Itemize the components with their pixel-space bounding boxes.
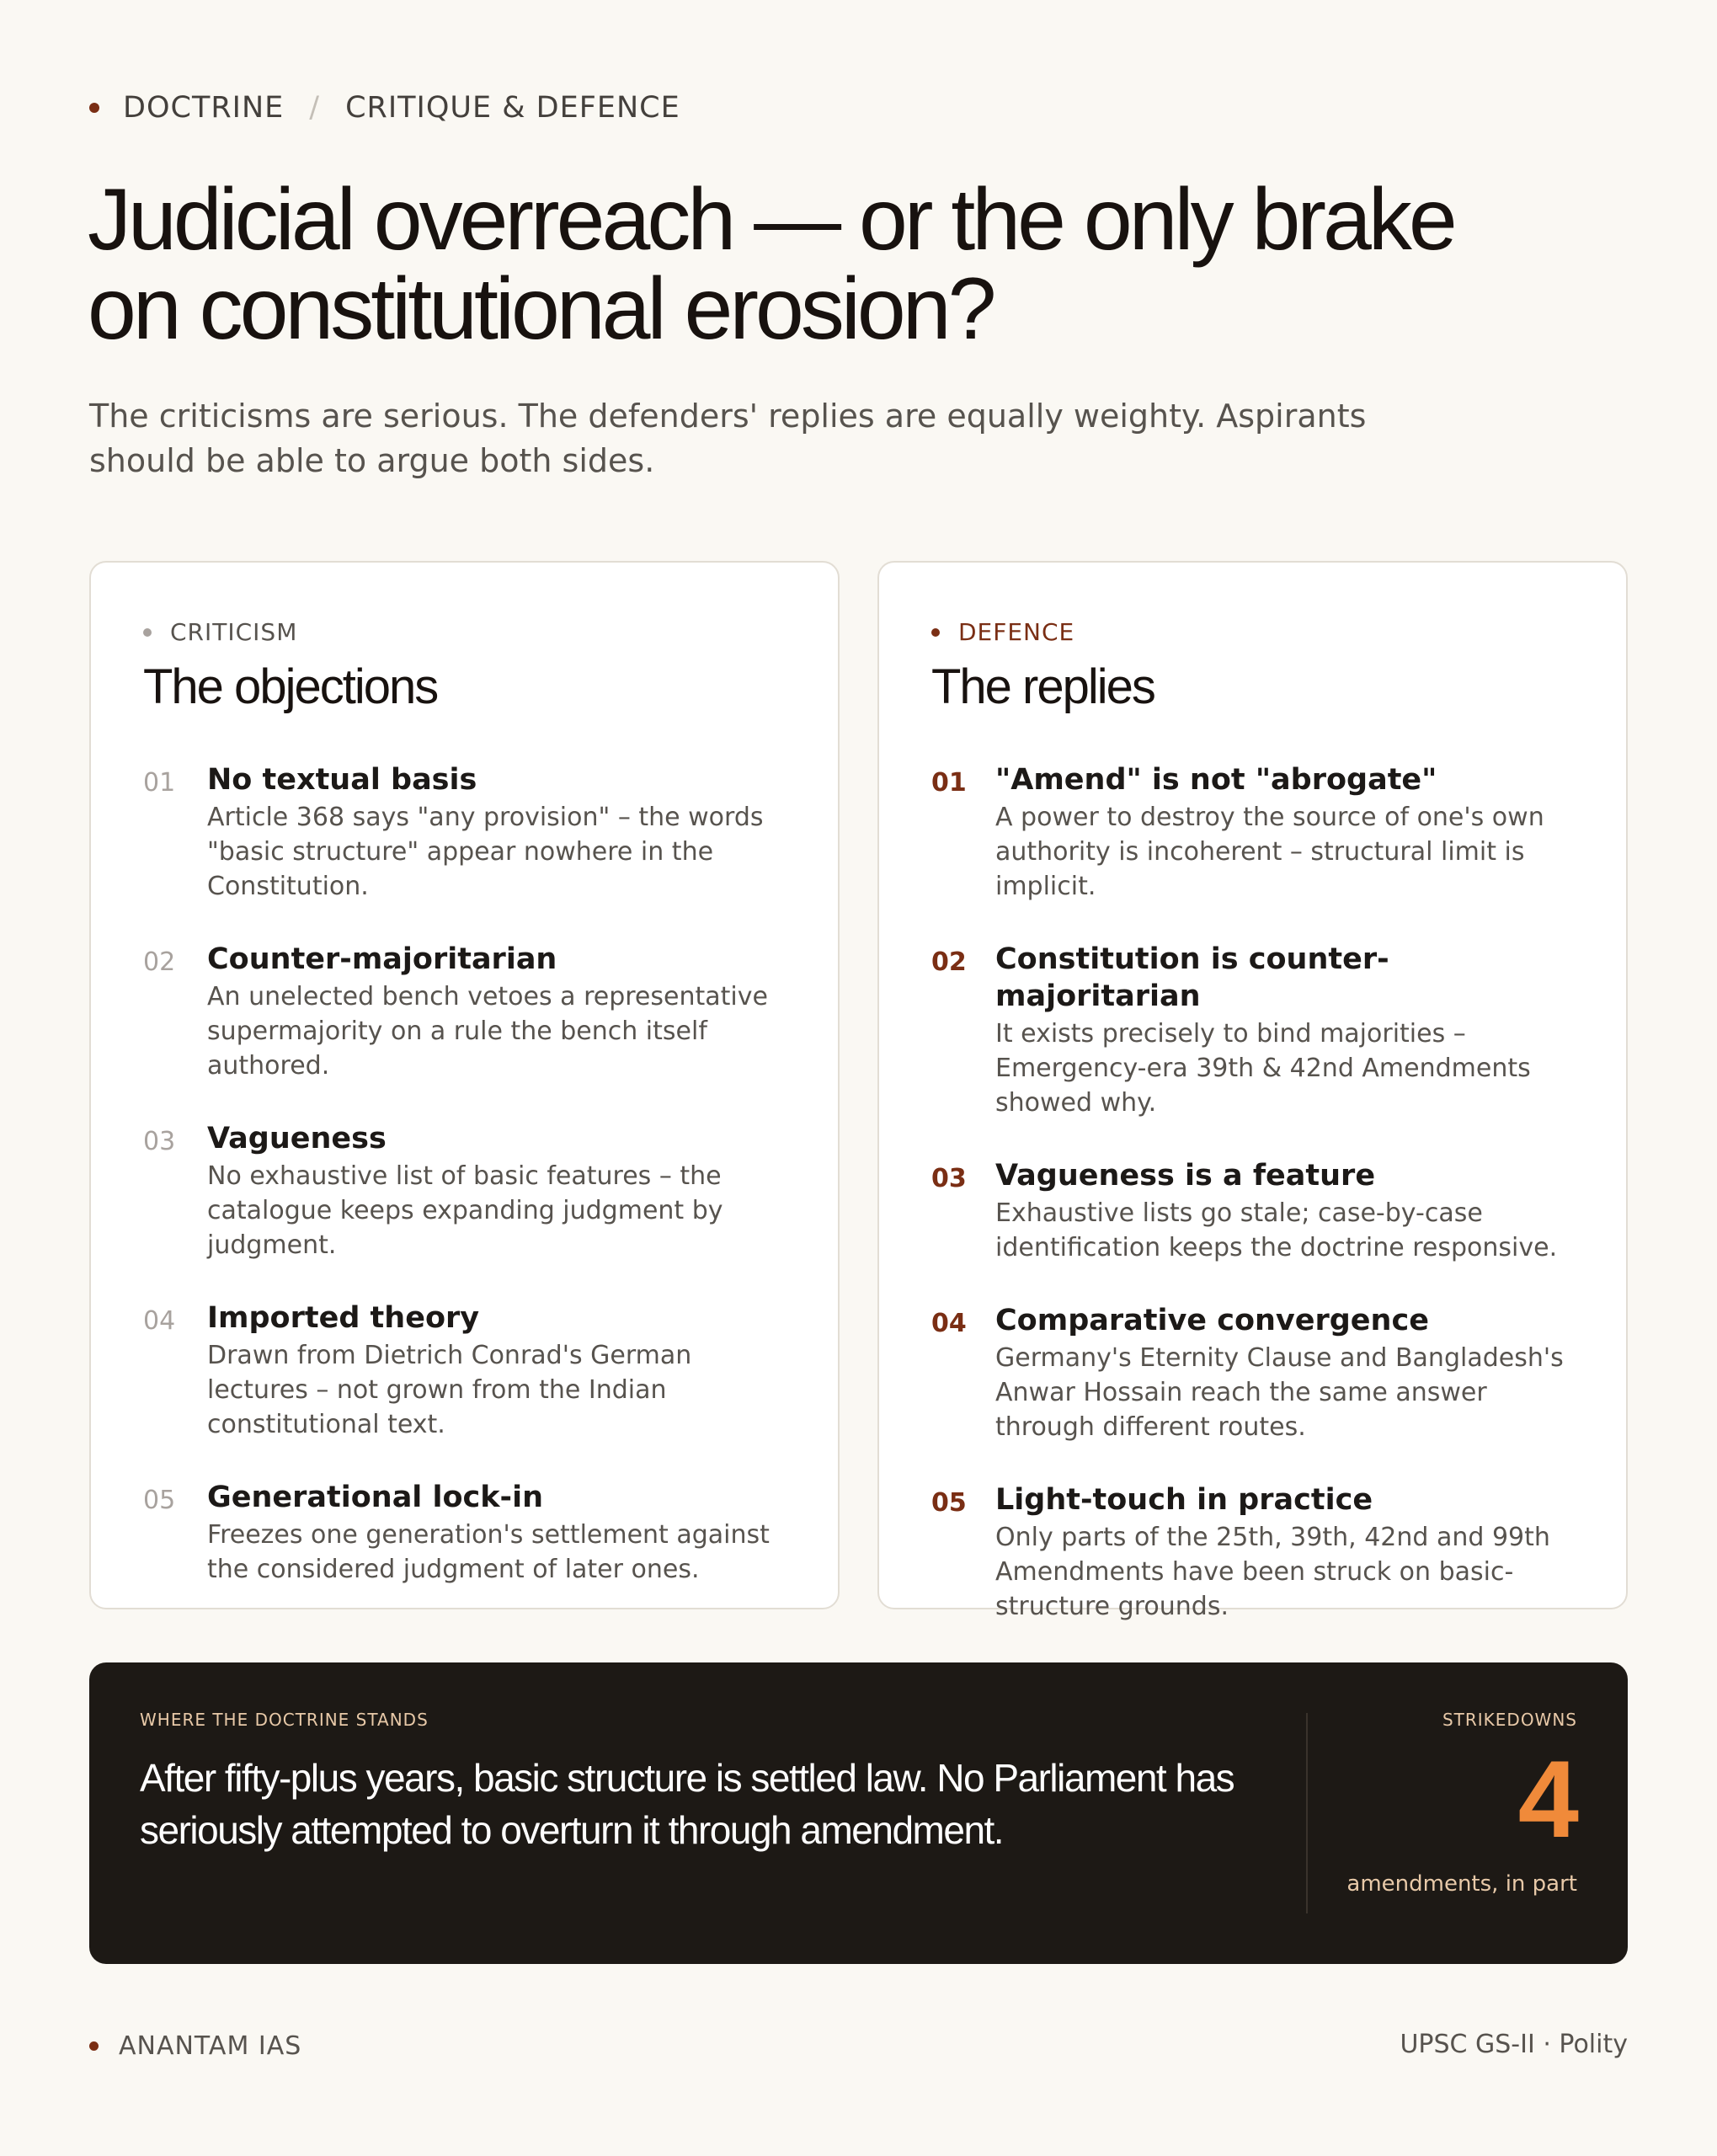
- defence-card: [877, 561, 1628, 1621]
- criticism-card: [89, 561, 840, 1609]
- item-heading: Counter-majoritarian: [207, 942, 557, 976]
- footer-subject: UPSC GS-II · Polity: [1400, 2030, 1628, 2059]
- list-item: [931, 1157, 1588, 1265]
- item-number: 05: [931, 1488, 967, 1518]
- item-heading: Generational lock-in: [207, 1481, 543, 1514]
- item-description: Germany's Eternity Clause and Bangladesh's Anwar Hossain reach the same answer through different routes.: [995, 1343, 1564, 1442]
- item-heading: Light-touch in practice: [995, 1483, 1373, 1517]
- item-number: 01: [931, 768, 967, 798]
- breadcrumb-page: CRITIQUE & DEFENCE: [345, 91, 680, 125]
- defence-list: [931, 761, 1588, 1661]
- item-number: 02: [931, 947, 967, 977]
- defence-tag: [931, 618, 1074, 646]
- item-heading: No textual basis: [207, 763, 477, 797]
- item-description: An unelected bench vetoes a representative supermajority on a rule the bench itself authored.: [207, 982, 768, 1081]
- item-number: 03: [931, 1164, 967, 1193]
- item-number: 02: [143, 947, 176, 977]
- breadcrumb-separator: /: [309, 91, 321, 125]
- defence-tag-label: DEFENCE: [958, 618, 1075, 646]
- banner-divider: [1306, 1713, 1308, 1913]
- item-description: Drawn from Dietrich Conrad's German lectures – not grown from the Indian constitutional text.: [207, 1341, 692, 1439]
- item-description: No exhaustive list of basic features – the catalogue keeps expanding judgment by judgment.: [207, 1161, 723, 1260]
- item-description: Article 368 says "any provision" – the words "basic structure" appear nowhere in the Constitution.: [207, 803, 764, 901]
- criticism-tag: [143, 618, 297, 646]
- item-description: Only parts of the 25th, 39th, 42nd and 99th Amendments have been struck on basic-structure grounds.: [995, 1523, 1550, 1621]
- stat-label: STRIKEDOWNS: [1442, 1710, 1577, 1730]
- item-heading: Vagueness: [207, 1122, 387, 1155]
- item-description: It exists precisely to bind majorities – Emergency-era 39th & 42nd Amendments showed why.: [995, 1019, 1531, 1118]
- bullet-dot-icon: [143, 628, 152, 637]
- item-heading: Constitution is counter-majoritarian: [995, 942, 1389, 1013]
- banner-statement: After fifty-plus years, basic structure is settled law. No Parliament has seriously attempted to overturn it through amendment.: [140, 1756, 1234, 1852]
- criticism-list: [143, 761, 800, 1624]
- breadcrumb-section[interactable]: DOCTRINE: [123, 91, 285, 125]
- item-heading: "Amend" is not "abrogate": [995, 763, 1437, 797]
- page-title: Judicial overreach — or the only brake on constitutional erosion?: [88, 171, 1454, 358]
- stat-caption: amendments, in part: [1346, 1871, 1577, 1897]
- breadcrumb: [89, 91, 680, 125]
- list-item: [143, 761, 800, 904]
- item-number: 04: [143, 1306, 176, 1336]
- list-item: [143, 941, 800, 1083]
- item-heading: Vagueness is a feature: [995, 1159, 1376, 1193]
- stat-value: 4: [1517, 1737, 1579, 1860]
- item-number: 04: [931, 1309, 967, 1338]
- bullet-dot-icon: [89, 103, 99, 113]
- list-item: [931, 1481, 1588, 1624]
- item-heading: Imported theory: [207, 1301, 480, 1335]
- brand-name: ANANTAM IAS: [119, 2031, 302, 2061]
- footer-brand: [89, 2031, 301, 2061]
- page-subtitle: The criticisms are serious. The defenders' replies are equally weighty. Aspirants should be able to argue both sides.: [89, 398, 1367, 479]
- item-number: 01: [143, 768, 176, 798]
- item-description: Freezes one generation's settlement against the considered judgment of later ones.: [207, 1520, 770, 1584]
- banner-tag: WHERE THE DOCTRINE STANDS: [140, 1710, 429, 1730]
- list-item: [143, 1120, 800, 1262]
- status-banner: [89, 1662, 1628, 1964]
- list-item: [931, 761, 1588, 904]
- item-number: 03: [143, 1127, 176, 1156]
- bullet-dot-icon: [89, 2041, 99, 2051]
- bullet-dot-icon: [931, 628, 940, 637]
- list-item: [143, 1479, 800, 1587]
- list-item: [143, 1299, 800, 1442]
- item-description: A power to destroy the source of one's own authority is incoherent – structural limit is implicit.: [995, 803, 1544, 901]
- item-heading: Comparative convergence: [995, 1304, 1429, 1337]
- criticism-title: The objections: [143, 659, 438, 714]
- item-number: 05: [143, 1486, 176, 1515]
- list-item: [931, 1302, 1588, 1444]
- item-description: Exhaustive lists go stale; case-by-case identification keeps the doctrine responsive.: [995, 1198, 1558, 1262]
- defence-title: The replies: [931, 659, 1154, 714]
- criticism-tag-label: CRITICISM: [170, 618, 298, 646]
- list-item: [931, 941, 1588, 1120]
